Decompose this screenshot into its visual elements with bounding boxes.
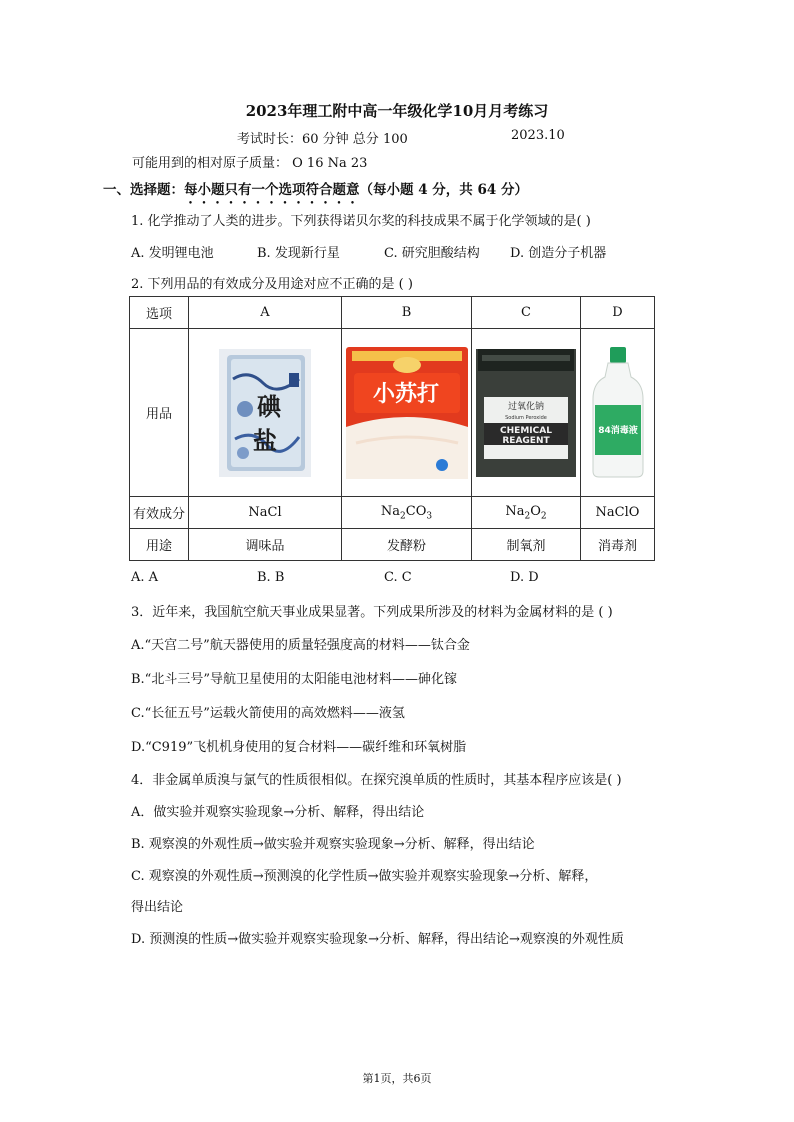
baking-soda-label: 小苏打	[372, 381, 439, 407]
jar-label-cn: 过氧化钠	[507, 401, 545, 412]
jar-label-en: Sodium Peroxide	[505, 414, 547, 421]
ingredient-c-sub-2: 2	[540, 511, 547, 522]
question-2-stem: 2. 下列用品的有效成分及用途对应不正确的是 ( )	[131, 277, 413, 292]
ingredient-b-sub-2: 3	[426, 511, 433, 522]
table-header-a: A	[189, 297, 342, 329]
atomic-mass-info: 可能用到的相对原子质量： O 16 Na 23	[132, 156, 368, 171]
product-image-d-cell	[581, 329, 655, 497]
ingredient-c	[472, 497, 581, 529]
question-1-stem: 1. 化学推动了人类的进步。下列获得诺贝尔奖的科技成果不属于化学领域的是( )	[131, 214, 591, 229]
question-1-option-a: A. 发明锂电池	[131, 246, 214, 261]
question-3-option-b: B.“北斗三号”导航卫星使用的太阳能电池材料——砷化镓	[131, 672, 457, 687]
exam-title: 2023年理工附中高一年级化学10月月考练习	[245, 102, 549, 120]
bottle-label: 84消毒液	[597, 425, 638, 436]
exam-duration-score: 考试时长：60 分钟 总分 100	[237, 132, 408, 147]
sodium-peroxide-jar-image	[476, 349, 576, 477]
product-image-c-cell	[472, 329, 581, 497]
ingredient-b-co: CO	[405, 503, 427, 519]
table-ingredient-row	[130, 497, 655, 529]
ingredient-b-na: Na	[380, 503, 401, 519]
question-1-option-d: D. 创造分子机器	[510, 246, 607, 261]
question-4-stem: 4．非金属单质溴与氯气的性质很相似。在探究溴单质的性质时，其基本程序应该是( )	[131, 773, 622, 788]
question-4-option-a: A．做实验并观察实验现象→分析、解释，得出结论	[131, 805, 425, 820]
question-2-option-b: B. B	[257, 570, 285, 585]
question-2-option-c: C. C	[384, 570, 412, 585]
products-table	[129, 296, 655, 561]
question-4-option-b: B. 观察溴的外观性质→做实验并观察实验现象→分析、解释，得出结论	[131, 837, 535, 852]
table-header-label: 选项	[130, 297, 189, 329]
use-a: 调味品	[189, 529, 342, 561]
table-use-row	[130, 529, 655, 561]
product-image-a-cell	[189, 329, 342, 497]
page-footer: 第1页，共6页	[362, 1072, 432, 1085]
section-heading-prefix: 一、选择题：	[103, 182, 184, 198]
salt-bag-char-1: 碘	[257, 392, 281, 421]
row-label-ingredient: 有效成分	[130, 497, 189, 529]
question-4-option-d: D. 预测溴的性质→做实验并观察实验现象→分析、解释，得出结论→观察溴的外观性质	[131, 932, 624, 947]
table-header-row	[130, 297, 655, 329]
ingredient-c-na: Na	[505, 503, 525, 519]
question-3-stem: 3．近年来，我国航空航天事业成果显著。下列成果所涉及的材料为金属材料的是 ( )	[131, 605, 613, 620]
question-2-option-d: D. D	[510, 570, 539, 585]
baking-soda-bag-image	[346, 347, 468, 479]
disinfectant-bottle-image	[589, 347, 647, 479]
table-header-d: D	[581, 297, 655, 329]
question-3-option-a: A.“天宫二号”航天器使用的质量轻强度高的材料——钛合金	[131, 638, 470, 653]
table-header-b: B	[342, 297, 472, 329]
question-4-option-c-continued: 得出结论	[131, 900, 184, 915]
ingredient-b-sub-1: 2	[400, 511, 406, 522]
jar-label-reagent: REAGENT	[502, 435, 550, 446]
question-4-option-c: C. 观察溴的外观性质→预测溴的化学性质→做实验并观察实验现象→分析、解释，	[131, 869, 598, 884]
use-b: 发酵粉	[342, 529, 472, 561]
jar-label-chemical: CHEMICAL	[500, 425, 552, 436]
use-c: 制氧剂	[472, 529, 581, 561]
question-1-option-b: B. 发现新行星	[257, 246, 340, 261]
ingredient-b	[342, 497, 472, 529]
exam-date: 2023.10	[511, 128, 565, 143]
ingredient-d: NaClO	[581, 497, 655, 529]
question-3-option-d: D.“C919”飞机机身使用的复合材料——碳纤维和环氧树脂	[131, 740, 467, 755]
section-heading-suffix: （每小题 4 分，共 64 分）	[359, 182, 528, 198]
section-heading-emphasis: 每小题只有一个选项符合题意	[184, 182, 360, 198]
ingredient-a: NaCl	[189, 497, 342, 529]
row-label-use: 用途	[130, 529, 189, 561]
ingredient-c-o: O	[530, 503, 541, 519]
table-product-row	[130, 329, 655, 497]
product-image-b-cell	[342, 329, 472, 497]
table-header-c: C	[472, 297, 581, 329]
ingredient-c-sub-1: 2	[524, 511, 531, 522]
question-3-option-c: C.“长征五号”运载火箭使用的高效燃料——液氢	[131, 706, 405, 721]
row-label-product: 用品	[130, 329, 189, 497]
question-2-option-a: A. A	[131, 570, 159, 585]
section-heading	[103, 178, 528, 207]
salt-bag-char-2: 盐	[253, 426, 277, 455]
use-d: 消毒剂	[581, 529, 655, 561]
question-1-option-c: C. 研究胆酸结构	[384, 246, 480, 261]
iodized-salt-bag-image	[219, 349, 311, 477]
